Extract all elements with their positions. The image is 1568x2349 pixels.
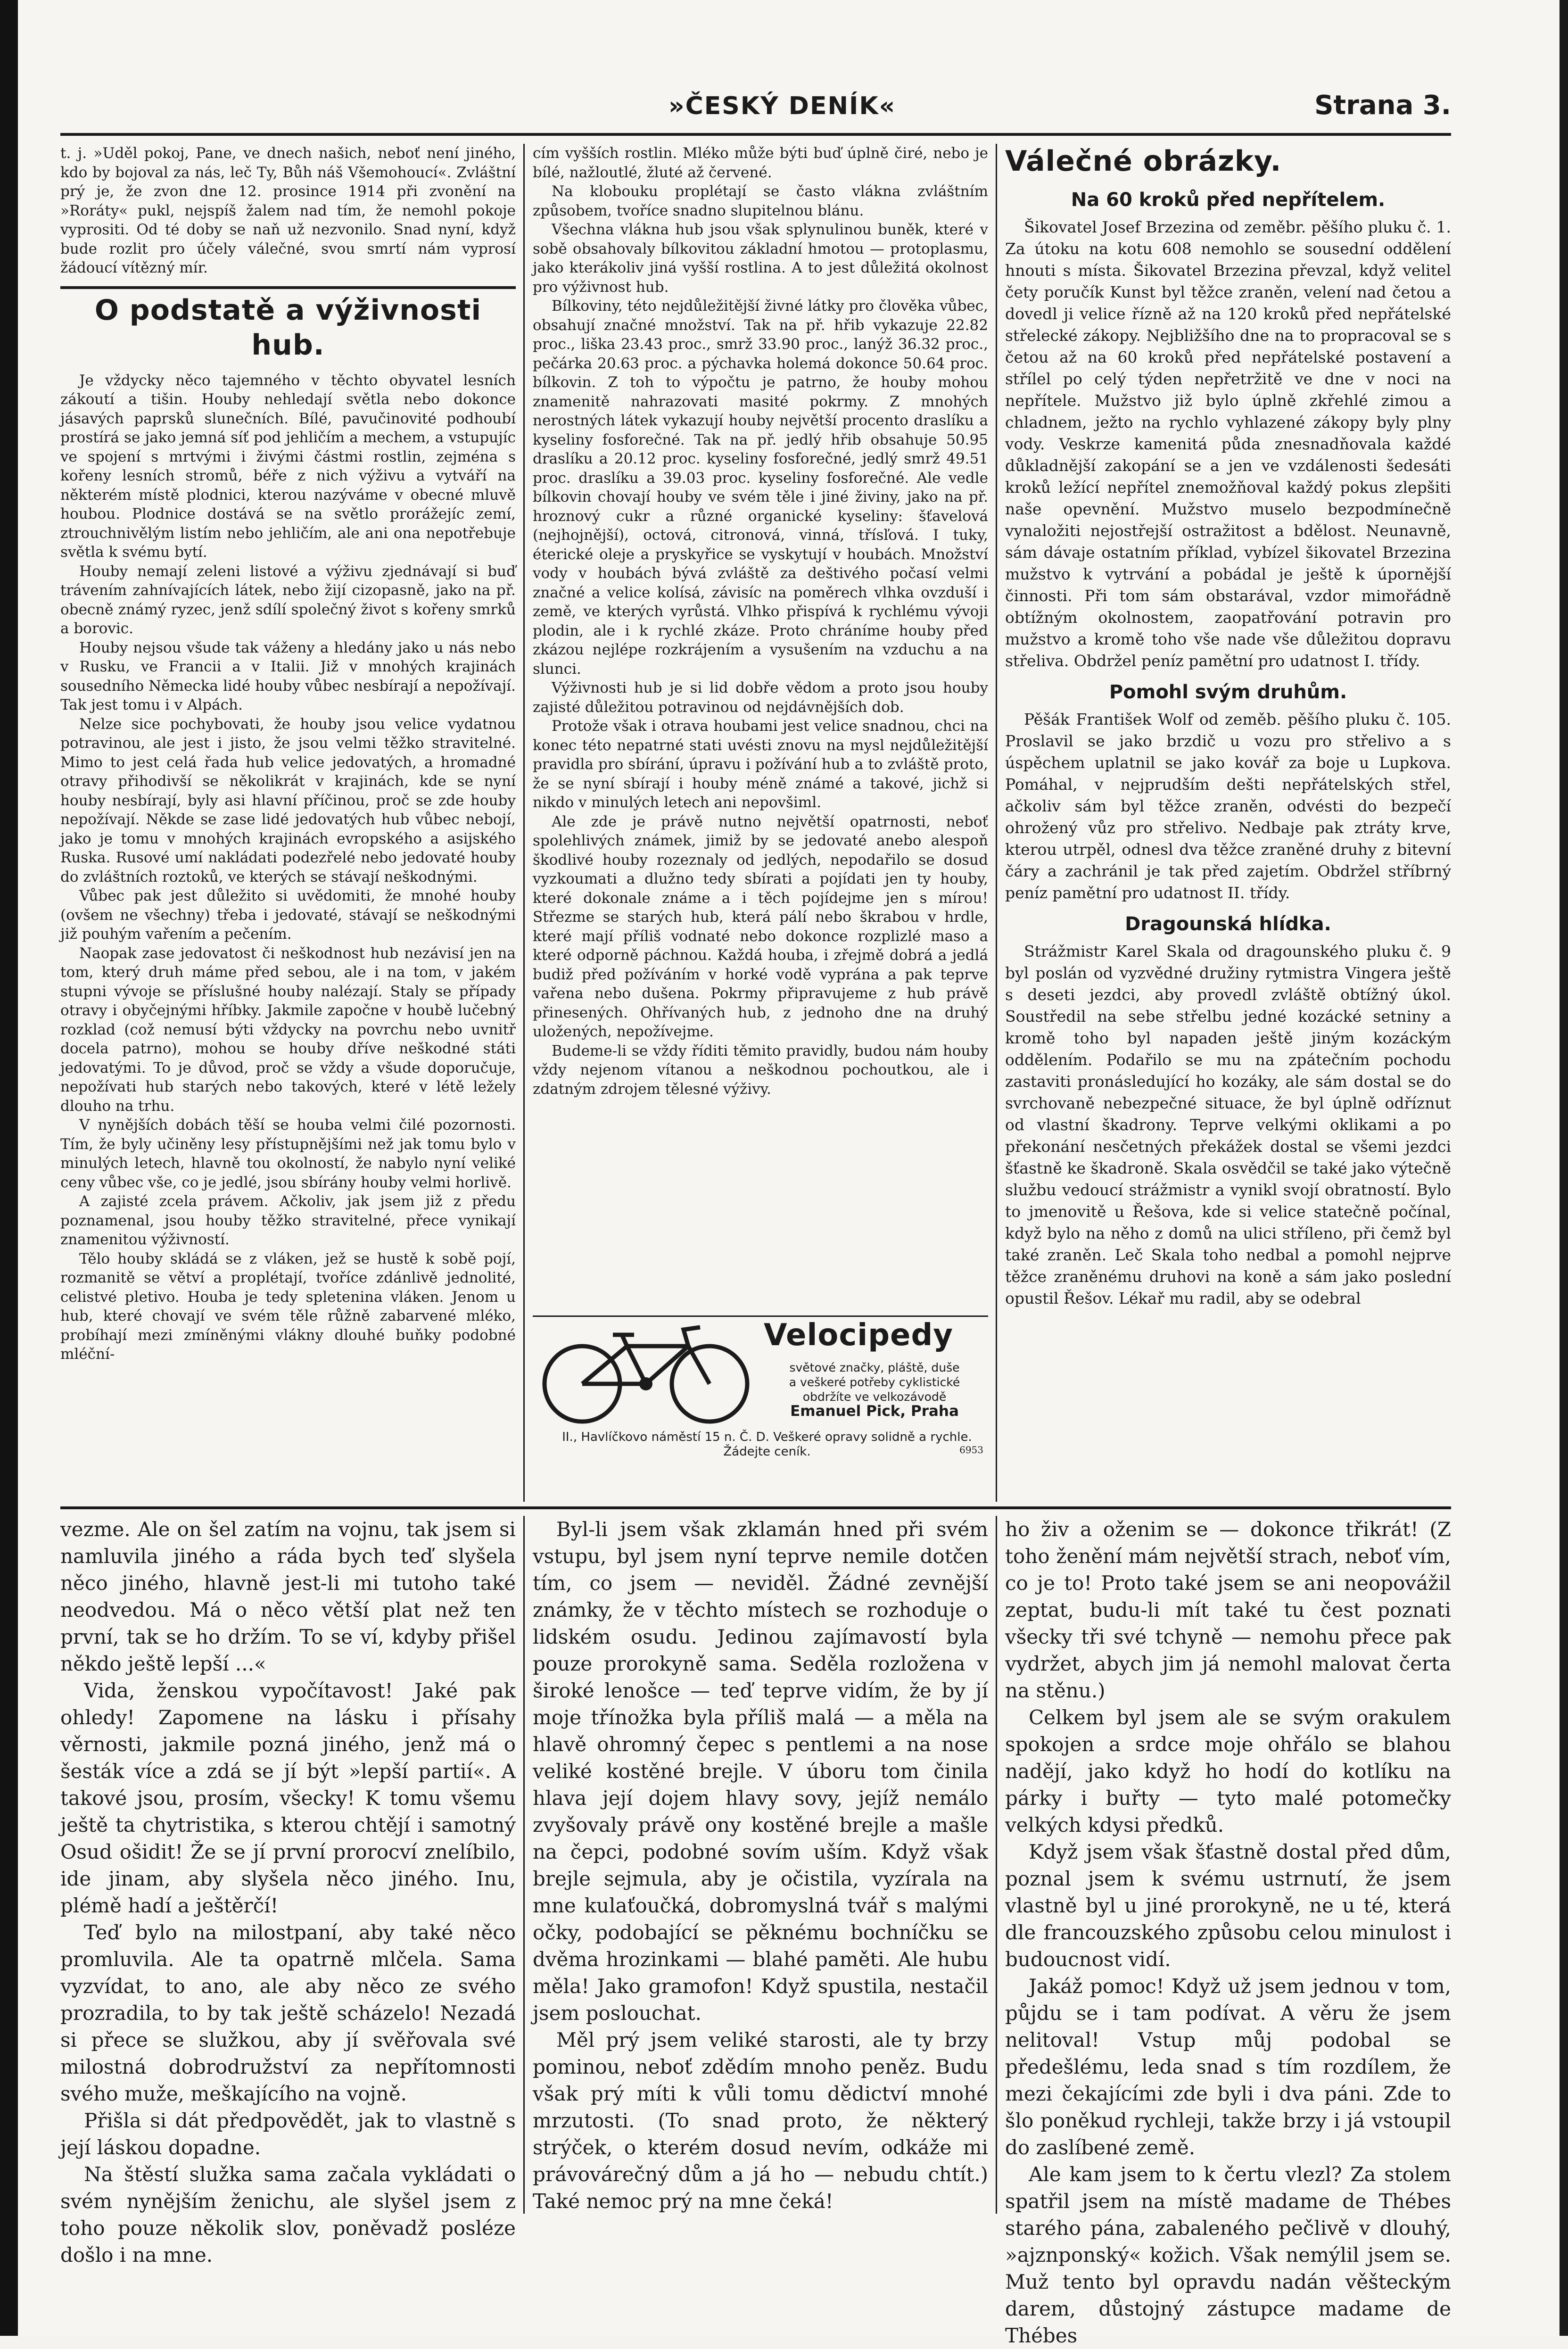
column-divider [523, 144, 525, 1502]
paragraph: Ale kam jsem to k čertu vlezl? Za stolem spatřil jsem na místě madame de Thébes starého pána, zabaleného pečlivě v dlouhý, »ajznponský« kožich. Však nemýlil jsem se. Muž tento byl opravdu nadán věšteckým darem, důstojný zástupce madame de Thébes [1005, 2163, 1451, 2347]
paragraph: Byl-li jsem však zklamán hned při svém vstupu, byl jsem nyní teprve nemile dotčen tím, co jsem — neviděl. Žádné zevnější známky, že v těchto místech se rozhoduje o lidském osudu. Jedinou zajímavostí byla pouze prorokyně sama. Seděla rozložena v široké lenošce — teď teprve vidím, že by jí moje třínožka byla příliš malá — a měla na hlavě ohromný čepec s pentlemi a na nose veliké kostěné brejle. V úboru tom činila hlava její dojem hlavy sovy, jejíž nemálo zvyšovaly právě ony kostěné brejle a mašle na čepci, podobné sovím uším. Když však brejle sejmula, aby je očistila, vyzírala na mne kulaťoučká, dobromyslná tvář s malými očky, podobající se pěknému bochníčku se dvěma hrozinkami — blahé paměti. Ale hubu měla! Jako gramofon! Když spustila, nestačil jsem poslouchat. [533, 1518, 988, 2025]
column-3 [1005, 144, 1451, 1499]
scan-border-left [0, 0, 18, 2336]
ad-code: 6953 [959, 1444, 983, 1456]
paragraph: Nelze sice pochybovati, že houby jsou velice vydatnou potravinou, ale jest i jisto, že jsou velmi těžko stravitelné. Mimo to jest celá řada hub velice jedovatých, a hromadné otravy přihodivší se několikrát v krajinách, kde se nyní houby nesbírají, byly asi hlavní příčinou, proč se zde houby nepožívají. Někde se zase lidé jedovatých hub vůbec nebojí, jako je tomu v mnohých krajinách evropského a asijského Ruska. Rusové umí nakládati podezřelé nebo jedovaté houby do zvláštních roztoků, ve kterých se stávají neškodnými. [60, 715, 516, 885]
paragraph: Všechna vlákna hub jsou však splynulinou buněk, které v sobě obsahovaly bílkovitou základní hmotou — protoplasmu, jako kterákoliv jiná vyšší rostlina. A to jest důležitá okolnost pro výživnost hub. [533, 221, 988, 296]
paragraph: A zajisté zcela právem. Ačkoliv, jak jsem již z předu poznamenal, jsou houby těžko stravitelné, přece vynikají znamenitou výživností. [60, 1193, 516, 1248]
ad-firm: Emanuel Pick, Praha [790, 1403, 959, 1420]
bicycle-advertisement [533, 1318, 988, 1459]
section-rule [60, 286, 516, 289]
paragraph: Měl prý jsem veliké starosti, ale ty brzy pominou, neboť zdědím mnoho peněz. Budu však prý míti k vůli tomu dědictví mnohé mrzutosti. (To snad proto, že některý strýček, o kterém dosud nevím, odkáže mi právovárečný dům a já ho — nebudu chtít.) Také nemoc prý na mne čeká! [533, 2028, 988, 2213]
paragraph: Vida, ženskou vypočítavost! Jaké pak ohledy! Zapomene na lásku i přísahy věrnosti, jakmile pozná jiného, jenž má o šesták více a zdá se jí být »lepší partií«. A takové jsou, prosím, všecky! K tomu všemu ještě ta chytristika, s kterou chtějí i samotný Osud ošidit! Že se jí první prorocví znelíbilo, ide jinam, aby slyšela něco jiného. Inu, plémě hadí a ještěrčí! [60, 1679, 516, 1917]
paragraph: Houby nejsou všude tak váženy a hledány jako u nás nebo v Rusku, ve Francii a v Italii. Již v mnohých krajinách sousedního Německa lidé houby vůbec nesbírají a nepožívají. Tak jest tomu i v Alpách. [60, 639, 516, 713]
scan-border-right [1560, 0, 1568, 2336]
article-heading: Válečné obrázky. [1005, 145, 1282, 178]
paragraph: Šikovatel Josef Brzezina od zeměbr. pěšího pluku č. 1. Za útoku na kotu 608 nemohlo se sousední oddělení hnouti s místa. Šikovatel Brzezina převzal, když velitel čety poručík Kunst byl těžce zraněn, velení nad četou a dovedl ji velice řízně až na 120 kroků před nepřátelské střelecké zákopy. Nejbližšího dne na to propracoval se s četou až na 60 kroků před nepřátelské postavení a střílel po celý týden nepřetržitě ve dne v noci na nepřítele. Mužstvo již bylo úplně zkřehlé zimou a chladnem, ježto na rychlo vyhlazené zákopy byly plny vody. Veskrze kamenitá půda znesnadňovala každé důkladnější zakopání se a jen ve vzdálenosti šedesáti kroků ležící nepřítel znemožňoval každý pokus zlepšiti naše opevnění. Mužstvo muselo bezpodmínečně vynaložiti nejostřejší ostražitost a bdělost. Neunavně, sám dávaje ostatním příklad, vybízel šikovatel Brzezina mužstvo k vytrvání a pobádal je ještě k úpornější činnosti. Při tom sám obstarával, vzdor mimořádně obtížným okolnostem, zaopatřování potravin pro mužstvo a kromě toho vše nade vše důležitou dopravu střeliva. Obdržel peníz pamětní pro udatnost I. třídy. [1005, 218, 1451, 670]
ad-top-rule [533, 1315, 988, 1317]
page-header [60, 87, 1451, 130]
paragraph: Vůbec pak jest důležito si uvědomiti, že mnohé houby (ovšem ne všechny) třeba i jedovaté, stávají se neškodnými již pouhým vařením a pečením. [60, 887, 516, 943]
paragraph: Na štěstí služka sama začala vykládati o svém nynějším ženichu, ale slyšel jsem z toho pouze několik slov, poněvadž posléze došlo i na mne. [60, 2163, 516, 2266]
paragraph: Houby nemají zeleni listové a výživu zjednávají si buď trávením zahnívajících látek, nebo žijí cizopasně, jako na př. obecně známý ryzec, jenž sdílí společný život s kořeny smrků a borovic. [60, 562, 516, 637]
section-title: Dragounská hlídka. [1125, 913, 1331, 935]
intro-paragraph: t. j. »Uděl pokoj, Pane, ve dnech našich, neboť není jiného, kdo by bojoval za nás, leč Ty, Bůh náš Všemohoucí«. Zvláštní prý je, že zvon dne 12. prosince 1914 při zvonění na »Roráty« pukl, nejspíš žalem nad tím, že nemohl pokoje vyprositi. Od té doby se naň už nezvonilo. Snad nyní, když bude rozlit pro účely válečné, svou smrtí nám vyprosí žádoucí vítězný mír. [60, 145, 516, 276]
feuilleton-column-1 [60, 1516, 516, 2266]
column-divider [996, 1516, 997, 2214]
paragraph: vezme. Ale on šel zatím na vojnu, tak jsem si namluvila jiného a ráda bych teď slyšela něco jiného, hlavně jest-li mi tutoho také neodvedou. Má o něco větší plat než ten první, tak se ho držím. To se ví, kdyby přišel někdo ještě lepší ...« [60, 1518, 516, 1675]
paragraph: Pěšák František Wolf od zeměb. pěšího pluku č. 105. Proslavil se jako brzdič u vozu pro střelivo a s úspěchem uplatnil se jako kovář za boje u Lupkova. Pomáhal, v nejprudším dešti nepřátelských střel, ačkoliv sám byl těžce zraněn, odvésti do bezpečí ohrožený vůz pro střelivo. Nedbaje pak ztráty krve, kterou utrpěl, odnesl dva těžce zraněné druhy z bitevní čáry a zachránil je tak před zajetím. Obdržel stříbrný peníz pamětní pro udatnost II. třídy. [1005, 710, 1451, 902]
section-title: Pomohl svým druhům. [1109, 681, 1347, 703]
paragraph: Budeme-li se vždy říditi těmito pravidly, budou nám houby vždy nejenom vítanou a neškodnou pochoutkou, ale i zdatným zdrojem tělesné výživy. [533, 1042, 988, 1098]
masthead: »ČESKÝ DENÍK« [668, 92, 896, 120]
column-1 [60, 144, 516, 1499]
ad-line: světové značky, pláště, duše [789, 1361, 960, 1374]
header-rule [60, 133, 1451, 136]
paragraph: Přišla si dát předpovědět, jak to vlastně s její láskou dopadne. [60, 2109, 516, 2159]
article-heading: O podstatě a výživnosti hub. [94, 293, 482, 362]
paragraph: Ale zde je právě nutno největší opatrnosti, neboť spolehlivých známek, jimiž by se jedovaté anebo alespoň škodlivé houby rozeznaly od jedlých, nepodařilo se dosud vyzkoumati a dlužno tedy sbírati a pojídati jen ty houby, které dokonale známe a i těch pojídejme jen s mírou! Střezme se starých hub, která pálí nebo škrabou v hrdle, které mají příliš vodnaté nebo dokonce rozplizlé maso a které odporně páchnou. Každá houba, i zřejmě dobrá a jedlá budiž před požíváním v horké vodě vyprána a pak teprve vařena nebo dušena. Pokrmy připravujeme z hub právě přinesených. Ohřívaných hub, z jednoho dne na druhý uložených, nepožívejme. [533, 813, 988, 1040]
feuilleton-column-2 [533, 1516, 988, 2214]
ad-line: a veškeré potřeby cyklistické obdržíte ve velkozávodě [789, 1375, 960, 1404]
paragraph: Protože však i otrava houbami jest velice snadnou, chci na konec této nepatrné stati uvésti znovu na mysl nejdůležitější pravidla pro sbírání, úpravu i požívání hub a to zvláště proto, že se nyní sbírají i houby méně známé a takové, jichž si nikdo v minulých letech ani nepovšiml. [533, 718, 988, 811]
paragraph: Tělo houby skládá se z vláken, jež se hustě k sobě pojí, rozmanitě se větví a proplétají, tvoříce zdánlivě jednolité, celistvé pletivo. Houba je tedy spletenina vláken. Jenom u hub, které chovají ve svém těle růžně zabarvené mléko, probíhají mezi zmíněnými vlákny dlouhé buňky podobné mléční- [60, 1250, 516, 1363]
paragraph: Naopak zase jedovatost či neškodnost hub nezávisí jen na tom, který druh máme před sebou, ale i na tom, v jakém stupni vývoje se příslušné houby nalézají. Staly se případy otravy i obyčejnými hříbky. Jakmile započne v houbě lučebný rozklad (což nemusí býti vždycky na povrchu nebo uvnitř docela patrno), mohou se houby dříve neškodné státi jedovatými. To je důvod, proč se vždy a všude doporučuje, nepožívati hub starých nebo takových, které v létě ležely dlouho na trhu. [60, 944, 516, 1115]
page-number: Strana 3. [1314, 90, 1451, 121]
section-title: Na 60 kroků před nepřítelem. [1071, 189, 1386, 211]
paragraph: Výživnosti hub je si lid dobře vědom a proto jsou houby zajisté důležitou potravinou od nejdávnějších dob. [533, 679, 988, 716]
ad-address: II., Havlíčkovo náměstí 15 n. Č. D. Veškeré opravy solidně a rychle. Žádejte ceník. [562, 1430, 972, 1459]
paragraph: Teď bylo na milostpaní, aby také něco promluvila. Ale ta opatrně mlčela. Sama vyzvídat, to ano, ale aby něco ze svého prozradila, to by tak ještě scházelo! Nezadá si přece se služkou, aby jí svěřovala své milostná dobrodružství za nepřítomnosti svého muže, meškajícího na vojně. [60, 1921, 516, 2105]
paragraph: ho živ a oženim se — dokonce třikrát! (Z toho ženění mám největší strach, neboť vím, co je to! Proto také jsem se ani neopovážil zeptat, budu-li mít také tu čest poznati všecky tři své tchyně — nemohu přece pak vydržet, abych jim já nemohl malovat čerta na stěnu.) [1005, 1518, 1451, 1702]
paragraph: Bílkoviny, této nejdůležitější živné látky pro člověka vůbec, obsahují značné množství. Tak na př. hřib vykazuje 22.82 proc., liška 23.43 proc., smrž 33.90 proc., lanýž 36.32 proc., pečárka 20.63 proc. a pýchavka holemá dokonce 50.64 proc. bílkovin. Z toh to výpočtu je patrno, že houby mohou znamenitě nahrazovati masité pokrmy. Z mnohých nerostných látek vykazují houby největší procento draslíku a kyseliny fosforečné. Tak na př. jedlý hřib obsahuje 50.95 draslíku a 20.12 proc. kyseliny fosforečné, jedlý smrž 49.51 proc. draslíku a 39.03 proc. kyseliny fosforečné. Ale vedle bílkovin chovají houby ve svém těle i jiné živiny, jako na př. hroznový cukr a různé organické kyseliny: šťavelová (nejhojnější), octová, citronová, vinná, třísľová. I tuky, éterické oleje a pryskyřice se vyskytují v houbách. Množství vody v houbách bývá zvláště za deštivého počasí velmi značné a velice kolísá, závisíc na poměrech vlhka ovzduší i země, ve kterých vyrůstá. Vlhko přispívá k rychlému vývoji plodin, ale i k rychlé zkáze. Proto chráníme houby před zkázou nejlépe rozkrájením a vysušením na vzduchu a na slunci. [533, 298, 988, 678]
paragraph: Strážmistr Karel Skala od dragounského pluku č. 9 byl poslán od vyzvědné družiny rytmistra Vingera ještě s deseti jezdci, aby provedl zvláště obtížný úkol. Soustředil na sebe střelbu jedné kozácké setniny a kromě toho byl napaden ještě jiným kozáckým oddělením. Podařilo se mu na zpátečním pochodu zastaviti pronásledující ho kozáky, ale sám dostal se do svrchovaně nebezpečné situace, že byl úplně odříznut od vlastní škadrony. Teprve velkými oklikami a po překonání nesčetných překážek dostal se všemi jezdci šťastně ke škadroně. Skala osvědčil se také jako výtečně službu vedoucí strážmistr a vynikl svojí obratností. Bylo to jmenovitě u Řešova, kde si velice statečně počínal, když bylo na něho z domů na ulici stříleno, při čemž byl také zraněn. Leč Skala toho nedbal a pomohl nejprve těžce zraněnému druhovi na koně a sám jako poslední opustil Řešov. Lékař mu radil, aby se odebral [1005, 942, 1451, 1307]
ad-title: Velocipedy [764, 1318, 953, 1353]
column-divider [523, 1516, 525, 2214]
paragraph: Jakáž pomoc! Když už jsem jednou v tom, půjdu se i tam podívat. A věru že jsem nelitoval! Vstup můj podobal se předešlému, leda snad s tím rozdílem, že mezi čekajícími zde byli i dva páni. Zde to šlo poněkud rychleji, takže brzy i já vstoupil do zaslíbené země. [1005, 1975, 1451, 2159]
paragraph: Celkem byl jsem ale se svým orakulem spokojen a srdce moje ohřálo se blahou nadějí, jako když ho hodí do kotlíku na párky i buřty — tyto malé potomečky velkých kdysi předků. [1005, 1706, 1451, 1836]
paragraph: Je vždycky něco tajemného v těchto obyvatel lesních zákoutí a tišin. Houby nehledají světla nebo dokonce jásavých paprsků slunečních. Bílé, pavučinovité podhoubí prostírá se jako jemná síť pod jehličím a mechem, a vstupujíc ve spojení s mrtvými i živými částmi rostlin, zejména s kořeny lesních stromů, béře z nich výživu a vytváří na některém místě plodnici, kterou nazýváme v obecné mluvě houbou. Plodnice dostává se na světlo prorážejíc zemí, ztrouchnivělým listím nebo jehličím, ale ani ona nepotřebuje světla k svému bytí. [60, 372, 516, 561]
bicycle-illustration [533, 1318, 759, 1426]
paragraph: V nynějších dobách těší se houba velmi čilé pozornosti. Tím, že byly učiněny lesy přístupnějšími než jak tomu bylo v minulých letech, hlavně tou okolností, že nabylo nyní veliké ceny vůbec vše, co je jedlé, jsou sbírány houby velmi horlivě. [60, 1117, 516, 1191]
column-divider [996, 144, 997, 1502]
paragraph: cím vyšších rostlin. Mléko může býti buď úplně čiré, nebo je bílé, nažloutlé, žluté až červené. [533, 145, 988, 181]
feuilleton-rule [60, 1506, 1451, 1509]
column-2 [533, 144, 988, 1311]
feuilleton-column-3 [1005, 1516, 1451, 2347]
paragraph: Na klobouku proplétají se často vlákna zvláštním způsobem, tvoříce snadno slupitelnou blánu. [533, 183, 988, 219]
ad-text [764, 1360, 985, 1419]
paragraph: Když jsem však šťastně dostal před dům, poznal jsem k svému ustrnutí, že jsem vlastně byl u jiné prorokyně, ne u té, která dle francouzského způsobu celou minulost i budoucnost vidí. [1005, 1840, 1451, 1971]
